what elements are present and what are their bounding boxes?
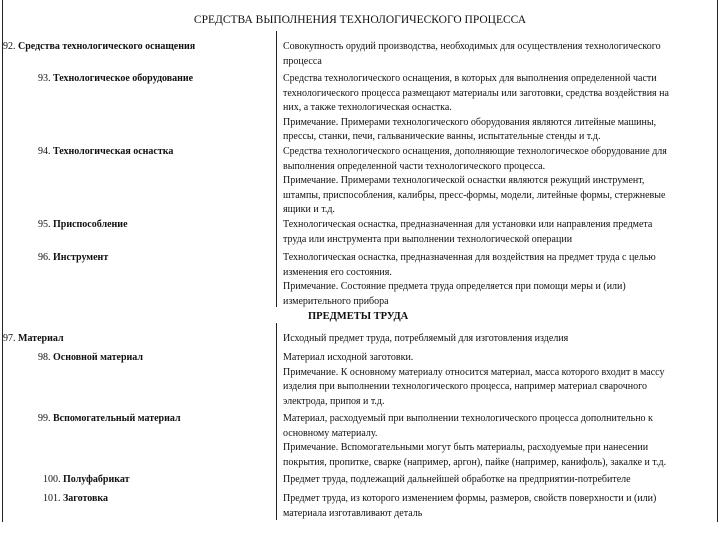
term-definition [283,145,713,218]
term-number: 92. [3,41,18,52]
definition-line: Технологическая оснастка, предназначенная для воздействия на предмет труда с целью [283,252,656,263]
term-number: 93. [38,73,53,84]
definition-line: Примечание. Вспомогательными могут быть материалы, расходуемые при нанесении [283,442,649,454]
term-name: Основной материал [53,352,144,363]
definition-line: изделия при выполнении технологического процесса, например материал сварочного [283,381,647,393]
term-definition [283,218,713,247]
term-name: Заготовка [63,493,108,504]
definition-line: них, а также технологическая оснастка. [283,102,452,114]
term-number: 94. [38,146,53,157]
term-definition [283,492,713,521]
term-definition [283,332,713,347]
right-border [717,0,718,522]
term-definition [283,473,713,488]
term-label [38,413,181,424]
term-definition [283,251,713,309]
section-title-process-means: СРЕДСТВА ВЫПОЛНЕНИЯ ТЕХНОЛОГИЧЕСКОГО ПРОЦЕССА [193,14,527,26]
definition-line: труда или инструмента при выполнении технологической операции [283,233,573,245]
column-divider-lower [276,323,277,520]
term-label [3,333,64,344]
definition-line: покрытия, пропитке, сварке (например, аргон), пайке (например, канифоль), закалке и т.д. [283,456,667,468]
definition-line: Совокупность орудий производства, необходимых для осуществления технологического [283,41,661,52]
term-number: 100. [43,474,63,485]
term-name: Технологическое оборудование [53,73,194,84]
term-definition [283,40,713,69]
term-definition [283,412,713,470]
left-border [2,0,3,522]
definition-line: изменения его состояния. [283,266,392,278]
definition-line: материала изготавливают деталь [283,507,423,519]
term-name: Материал [18,333,64,344]
term-label [43,474,130,485]
definition-line: измерительного прибора [283,295,389,307]
definition-line: Материал исходной заготовки. [283,352,414,363]
term-definition [283,351,713,409]
term-name: Вспомогательный материал [53,413,181,424]
term-name: Полуфабрикат [63,474,130,485]
definition-line: Материал, расходуемый при выполнении технологического процесса дополнительно к [283,413,653,424]
term-number: 96. [38,252,53,263]
column-divider [276,31,277,307]
term-number: 101. [43,493,63,504]
definition-line: ящики и т.д. [283,204,335,216]
term-number: 95. [38,219,53,230]
definition-line: Технологическая оснастка, предназначенная для установки или направления предмета [283,219,653,230]
definition-line: Исходный предмет труда, потребляемый для изготовления изделия [283,333,569,344]
term-name: Инструмент [53,252,109,263]
definition-line: технологического процесса размещают материалы или заготовки, средства воздействия на [283,87,669,99]
definition-line: электрода, припоя и т.д. [283,395,385,407]
definition-line: Предмет труда, из которого изменением формы, размеров, свойств поверхности и (или) [283,493,657,504]
term-number: 99. [38,413,53,424]
term-label [3,41,195,52]
term-number: 98. [38,352,53,363]
term-label [43,493,108,504]
definition-line: выполнения определенной части технологического процесса. [283,160,546,172]
term-number: 97. [3,333,18,344]
definition-line: Предмет труда, подлежащий дальнейшей обработке на предприятии-потребителе [283,474,631,485]
term-name: Приспособление [53,219,128,230]
term-definition [283,72,713,145]
term-name: Средства технологического оснащения [18,41,196,52]
definition-line: процесса [283,55,322,67]
term-label [38,219,128,230]
term-label [38,73,193,84]
term-label [38,352,143,363]
definition-line: Примечание. Примерами технологического оборудования являются литейные машины, [283,116,657,128]
definition-line: основному материалу. [283,427,378,439]
definition-line: Средства технологического оснащения, в которых для выполнения определенной части [283,73,657,84]
definition-line: Примечание. Примерами технологической оснастки являются режущий инструмент, [283,175,645,187]
definition-line: прессы, станки, печи, гальванические ванны, испытательные стенды и т.д. [283,131,601,143]
definition-line: Примечание. Состояние предмета труда определяется при помощи меры и (или) [283,281,626,293]
section-title-objects-of-labour: ПРЕДМЕТЫ ТРУДА [308,311,409,322]
term-name: Технологическая оснастка [53,146,174,157]
definition-line: Средства технологического оснащения, дополняющие технологическое оборудование для [283,146,667,157]
term-label [38,252,108,263]
definition-line: штампы, приспособления, калибры, пресс-формы, модели, литейные формы, стержневые [283,189,666,201]
definition-line: Примечание. К основному материалу относится материал, масса которого входит в массу [283,366,665,378]
term-label [38,146,173,157]
